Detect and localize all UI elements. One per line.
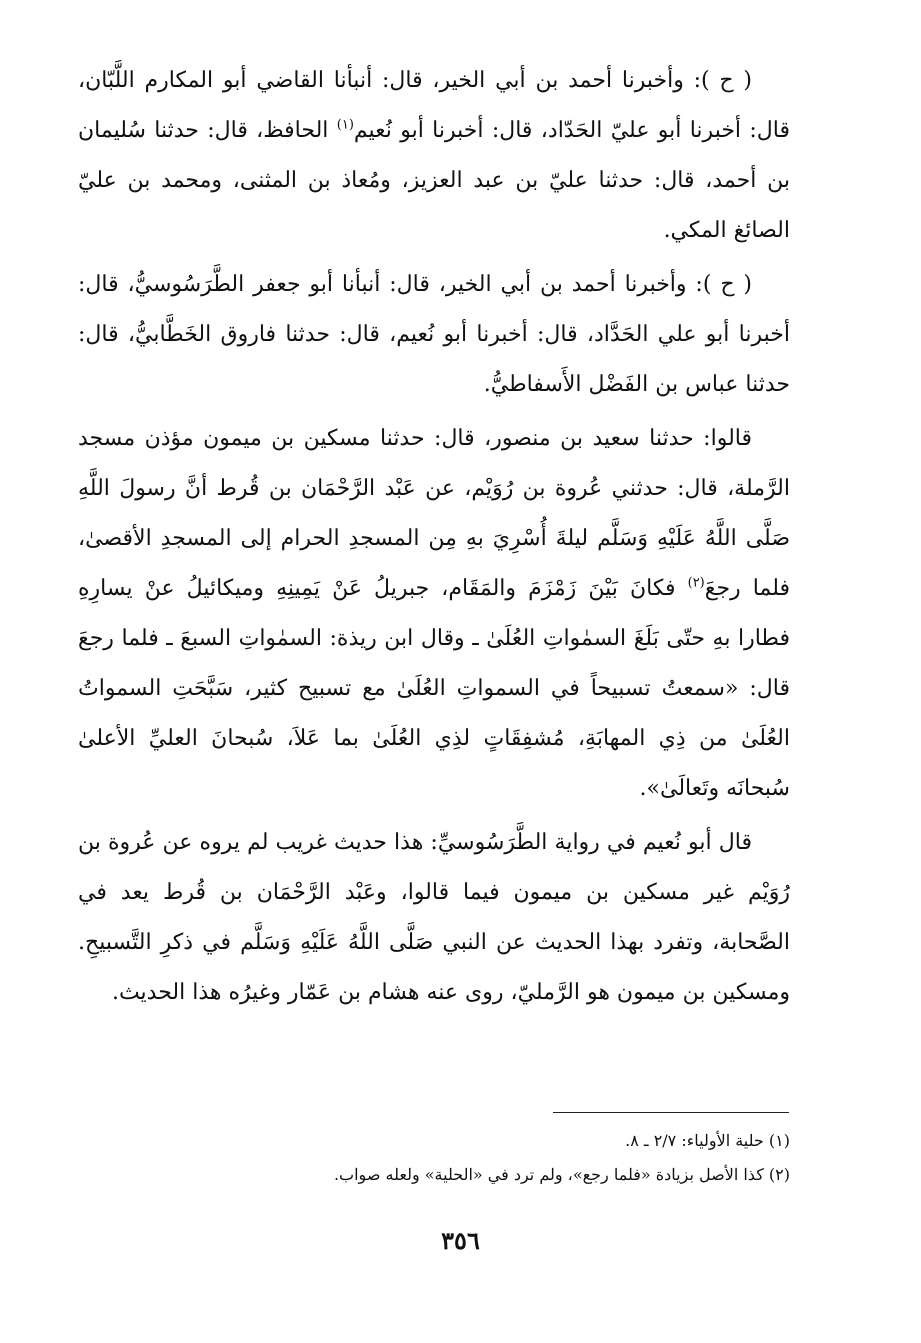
footnote-divider	[553, 1112, 789, 1113]
footnote-ref-1: (١)	[336, 117, 354, 133]
page-number: ٣٥٦	[441, 1226, 480, 1255]
footnotes	[78, 1124, 790, 1192]
footnote-2: (٢) كذا الأصل بزيادة «فلما رجع»، ولم ترد في «الحلية» ولعله صواب.	[333, 1165, 790, 1184]
paragraph-1-text-a: ( ح ): وأخبرنا أحمد بن أبي الخير، قال: أنبأنا القاضي أبو المكارم اللَّبّان، قال: أخبرنا أبو عليّ الحَدّاد، قال: أخبرنا أبو نُعيم	[78, 68, 790, 143]
footnote-1: (١) حلية الأولياء: ٢/٧ ـ ٨.	[625, 1131, 790, 1150]
footnote-ref-2: (٢)	[687, 575, 705, 591]
main-text	[78, 56, 790, 1018]
paragraph-3-text-b: فكانَ بَيْنَ زَمْزَمَ والمَقَام، جبريلُ عَنْ يَمِينِهِ وميكائيلُ عنْ يسارِهِ فطارا بهِ حتّى بَلَغَ السمٰواتِ العُلَىٰ ـ وقال ابن ريذة: السمٰواتِ السبعَ ـ فلما رجعَ قال: «سمعتُ تسبيحاً في السمواتِ العُلَىٰ مع تسبيح كثير، سَبَّحَتِ السمواتُ العُلَىٰ من ذِي المهابَةِ، مُشفِقَاتٍ لذِي العُلَىٰ بما عَلاَ، سُبحانَ العليِّ الأعلىٰ سُبحانَه وتَعالَىٰ».	[78, 576, 790, 801]
paragraph-1-text-b: الحافظ، قال: حدثنا سُليمان بن أحمد، قال: حدثنا عليّ بن عبد العزيز، ومُعاذ بن المثنى، ومحمد بن عليّ الصائغ المكي.	[78, 118, 790, 243]
paragraph-2: ( ح ): وأخبرنا أحمد بن أبي الخير، قال: أنبأنا أبو جعفر الطَّرَسُوسيُّ، قال: أخبرنا أبو علي الحَدَّاد، قال: أخبرنا أبو نُعيم، قال: حدثنا فاروق الخَطَّابيُّ، قال: حدثنا عباس بن الفَضْل الأَسفاطيُّ.	[78, 272, 790, 397]
paragraph-4: قال أبو نُعيم في رواية الطَّرَسُوسيِّ: هذا حديث غريب لم يروه عن عُروة بن رُوَيْم غير مسكين بن ميمون فيما قالوا، وعَبْد الرَّحْمَان بن قُرط يعد في الصَّحابة، وتفرد بهذا الحديث عن النبي صَلَّى اللَّهُ عَلَيْهِ وَسَلَّم في ذكرِ التَّسبيحِ. ومسكين بن ميمون هو الرَّمليّ، روى عنه هشام بن عَمّار وغيرُه هذا الحديث.	[78, 830, 790, 1005]
paragraph-3	[78, 414, 790, 814]
paragraph-3-text-a: قالوا: حدثنا سعيد بن منصور، قال: حدثنا مسكين بن ميمون مؤذن مسجد الرَّملة، قال: حدثني عُروة بن رُوَيْم، عن عَبْد الرَّحْمَان بن قُرط أنَّ رسولَ اللَّهِ صَلَّى اللَّهُ عَلَيْهِ وَسَلَّم ليلةَ أُسْرِيَ بهِ مِن المسجدِ الحرام إلى المسجدِ الأقصىٰ، فلما رجعَ	[78, 426, 790, 601]
paragraph-1	[78, 56, 790, 256]
